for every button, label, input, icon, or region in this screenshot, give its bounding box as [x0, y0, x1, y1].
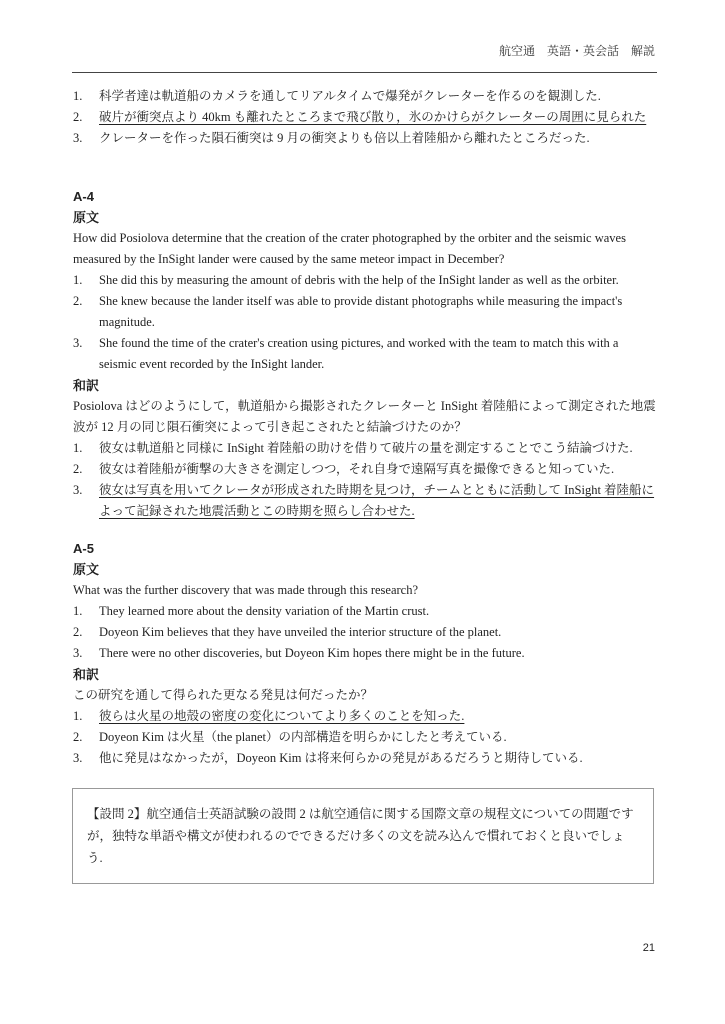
list-item — [73, 480, 658, 522]
item-text-correct: 彼らは火星の地殻の密度の変化についてより多くのことを知った. — [99, 709, 465, 723]
original-label: 原文 — [73, 562, 100, 577]
list-item — [73, 706, 658, 727]
previous-answer-list — [73, 86, 658, 149]
header-rule — [72, 72, 657, 73]
item-text: They learned more about the density variation of the Martin crust. — [99, 604, 430, 618]
list-item — [73, 643, 658, 664]
section-title: A-5 — [73, 541, 94, 556]
list-item — [73, 727, 658, 748]
item-text: 他に発見はなかったが，Doyeon Kim は将来何らかの発見があるだろうと期待している. — [99, 751, 583, 765]
item-number: 2. — [73, 730, 83, 744]
item-number: 2. — [73, 294, 83, 308]
list-item — [73, 86, 658, 107]
translation-label: 和訳 — [73, 378, 100, 393]
list-item — [73, 291, 658, 333]
item-number: 2. — [73, 462, 83, 476]
list-item — [73, 107, 658, 128]
list-item — [73, 622, 658, 643]
item-number: 2. — [73, 625, 83, 639]
item-text: She did this by measuring the amount of debris with the help of the InSight lander as well as the orbiter. — [99, 273, 619, 287]
note-box — [72, 788, 654, 884]
translated-question: Posiolova はどのようにして，軌道船から撮影されたクレーターと InSight 着陸船によって測定された地震波が 12 月の同じ隕石衝突によって引き起こされたと結論づけたのか？ — [73, 399, 656, 434]
list-item — [73, 270, 658, 291]
section-title: A-4 — [73, 189, 94, 204]
list-item — [73, 128, 658, 149]
list-item — [73, 748, 658, 769]
running-header: 航空通 英語・英会話 解説 — [498, 44, 655, 58]
item-number: 1. — [73, 273, 83, 287]
item-text: There were no other discoveries, but Doyeon Kim hopes there might be in the future. — [99, 646, 525, 660]
item-text: Doyeon Kim は火星（the planet）の内部構造を明らかにしたと考えている. — [99, 730, 507, 744]
item-text: She found the time of the crater's creation using pictures, and worked with the team to match this with a seismic event recorded by the InSight lander. — [99, 336, 619, 371]
item-number: 1. — [73, 709, 83, 723]
list-item — [73, 601, 658, 622]
item-number: 3. — [73, 483, 83, 497]
item-number: 3. — [73, 131, 83, 145]
translated-question: この研究を通して得られた更なる発見は何だったか？ — [73, 688, 374, 702]
item-text: 彼女は軌道船と同様に InSight 着陸船の助けを借りて破片の量を測定することでこう結論づけた. — [99, 441, 633, 455]
section-a4 — [73, 186, 658, 522]
original-label: 原文 — [73, 210, 100, 225]
item-text-correct: 破片が衝突点より 40km も離れたところまで飛び散り，氷のかけらがクレーターの周囲に見られた — [99, 110, 647, 124]
item-text: 科学者達は軌道船のカメラを通してリアルタイムで爆発がクレーターを作るのを観測した. — [99, 89, 601, 103]
translation-label: 和訳 — [73, 667, 100, 682]
item-text: 彼女は着陸船が衝撃の大きさを測定しつつ，それ自身で遠隔写真を撮像できると知っていた. — [99, 462, 615, 476]
item-text: クレーターを作った隕石衝突は 9 月の衝突よりも倍以上着陸船から離れたところだった. — [99, 131, 590, 145]
list-item — [73, 459, 658, 480]
section-a5 — [73, 538, 658, 769]
item-number: 3. — [73, 751, 83, 765]
item-text: She knew because the lander itself was able to provide distant photographs while measuring the impact's magnitude. — [99, 294, 623, 329]
question: How did Posiolova determine that the creation of the crater photographed by the orbiter and the seismic waves measured by the InSight lander were caused by the same meteor impact in December? — [73, 231, 626, 266]
item-number: 3. — [73, 336, 83, 350]
list-item — [73, 438, 658, 459]
note-text: 【設問 2】航空通信士英語試験の設問 2 は航空通信に関する国際文章の規程文についての問題ですが，独特な単語や構文が使われるのでできるだけ多くの文を読み込んで慣れておくと良いでしょう. — [87, 807, 634, 865]
item-number: 3. — [73, 646, 83, 660]
item-number: 1. — [73, 604, 83, 618]
item-number: 2. — [73, 110, 83, 124]
question: What was the further discovery that was made through this research? — [73, 583, 419, 597]
item-number: 1. — [73, 441, 83, 455]
item-number: 1. — [73, 89, 83, 103]
list-item — [73, 333, 658, 375]
item-text-correct: 彼女は写真を用いてクレータが形成された時期を見つけ，チームとともに活動して InSight 着陸船によって記録された地震活動とこの時期を照らし合わせた. — [99, 483, 655, 518]
item-text: Doyeon Kim believes that they have unveiled the interior structure of the planet. — [99, 625, 502, 639]
page-number: 21 — [642, 942, 655, 954]
